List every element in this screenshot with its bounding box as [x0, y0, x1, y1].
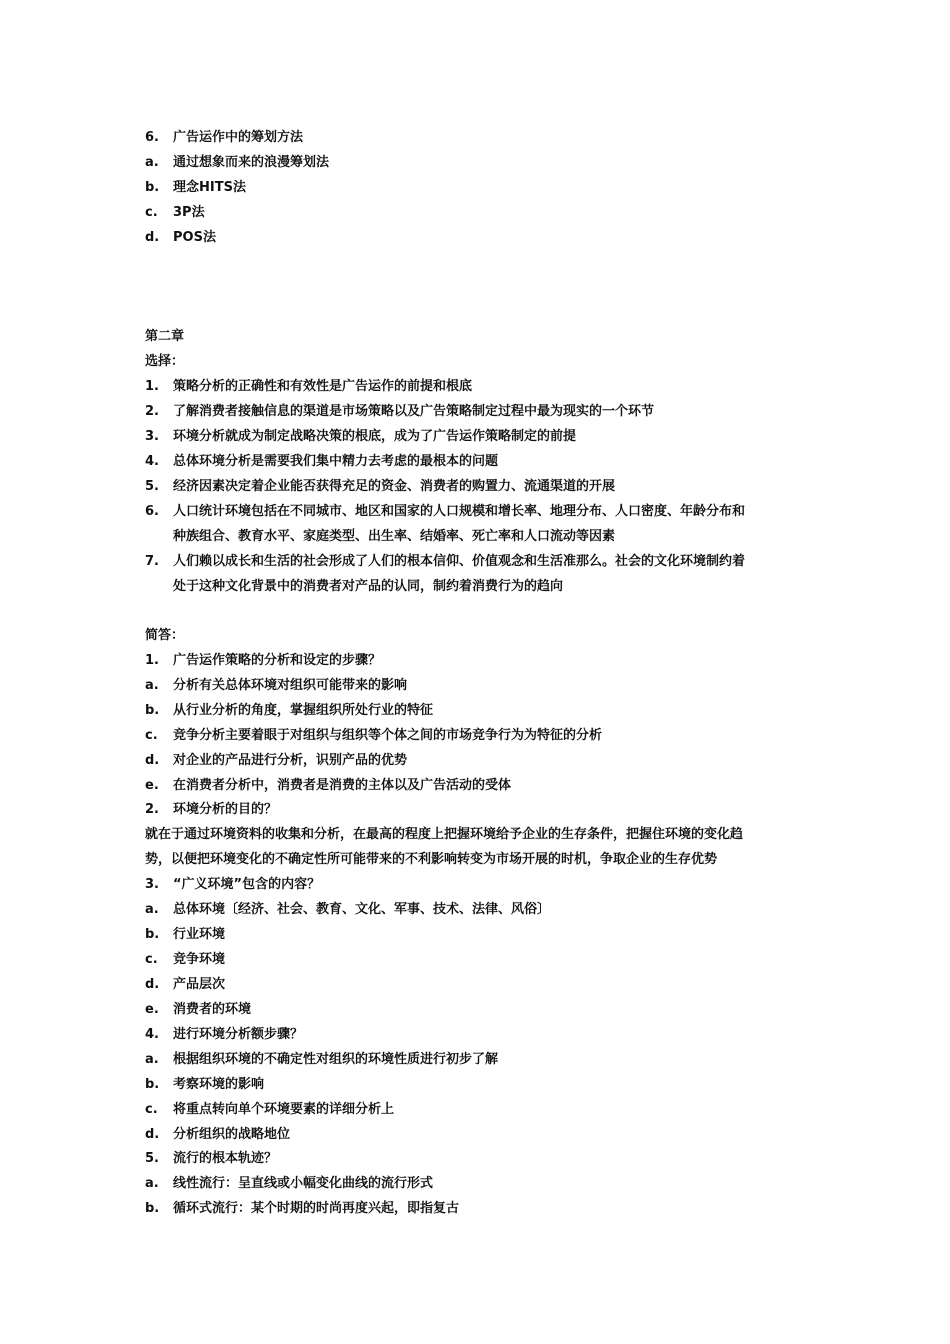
- item-text: 经济因素决定着企业能否获得充足的资金、消费者的购置力、流通渠道的开展: [173, 479, 616, 494]
- item-text: 广告运作策略的分析和设定的步骤？: [173, 653, 382, 668]
- item-text: 流行的根本轨迹？: [173, 1151, 278, 1166]
- item-marker: d.: [145, 230, 160, 245]
- item-text: 了解消费者接触信息的渠道是市场策略以及广告策略制定过程中最为现实的一个环节: [173, 404, 655, 419]
- item-marker: c.: [145, 1102, 158, 1117]
- item-marker: 4.: [145, 454, 159, 469]
- item-text: 将重点转向单个环境要素的详细分析上: [173, 1102, 395, 1117]
- item-marker: a.: [145, 155, 159, 170]
- item-text: 产品层次: [173, 977, 226, 992]
- item-marker: a.: [145, 1176, 159, 1191]
- item-text: 竞争环境: [173, 952, 226, 967]
- item-text: 根据组织环境的不确定性对组织的环境性质进行初步了解: [173, 1052, 499, 1067]
- item-text: 策略分析的正确性和有效性是广告运作的前提和根底: [173, 379, 473, 394]
- item-marker: 4.: [145, 1027, 159, 1042]
- item-text: 广告运作中的筹划方法: [173, 130, 304, 145]
- item-marker: b.: [145, 703, 160, 718]
- item-text: 人们赖以成长和生活的社会形成了人们的根本信仰、价值观念和生活准那么。社会的文化环境制约着: [173, 554, 746, 569]
- item-text: 从行业分析的角度，掌握组织所处行业的特征: [173, 703, 434, 718]
- item-marker: e.: [145, 778, 159, 793]
- item-text: 处于这种文化背景中的消费者对产品的认同，制约着消费行为的趋向: [173, 579, 564, 594]
- item-marker: c.: [145, 952, 158, 967]
- document-page: 6. 广告运作中的筹划方法 a. 通过想象而来的浪漫筹划法 b. 理念HITS法 c. 3P法 d. POS法 第二章 选择： 1. 策略分析的正确性和有效性是广告运作的前提和根底 2. 了解消费者接触信息的渠道是市场策略以及广告策略制定过程中最为现实的一个环节 3. 环境分析就成为制定战略决策的根底，成为了广告运作策略制定的前提 4. 总体环境分析是需要我们集中精力去考虑的最根本的问题 5. 经济因素决定着企业能否获得充足的资金、消费者的购置力、流通渠道的开展 6. 人口统计环境包括在不同城市、地区和国家的人口规模和增长率、地理分布、人口密度、年龄分布和 种族组合、教育水平、家庭类型、出生率、结婚率、死亡率和人口流动等因素 7. 人们赖以成长和生活的社会形成了人们的根本信仰、价值观念和生活准那么。社会的文化环境制约着 处于这种文化背景中的消费者对产品的认同，制约着消费行为的趋向 简答： 1. 广告运作策略的分析和设定的步骤？ a. 分析有关总体环境对组织可能带来的影响 b. 从行业分析的角度，掌握组织所处行业的特征 c. 竞争分析主要着眼于对组织与组织等个体之间的市场竞争行为为特征的分析 d. 对企业的产品进行分析，识别产品的优势 e. 在消费者分析中，消费者是消费的主体以及广告活动的受体 2. 环境分析的目的？ 就在于通过环境资料的收集和分析，在最高的程度上把握环境给予企业的生存条件，把握住环境的变化趋 势，以便把环境变化的不确定性所可能带来的不利影响转变为市场开展的时机，争取企业的生存优势 3. “广义环境”包含的内容？ a. 总体环境〔经济、社会、教育、文化、军事、技术、法律、风俗〕 b. 行业环境 c. 竞争环境 d. 产品层次 e. 消费者的环境 4. 进行环境分析额步骤？ a. 根据组织环境的不确定性对组织的环境性质进行初步了解 b. 考察环境的影响 c. 将重点转向单个环境要素的详细分析上 d. 分析组织的战略地位 5. 流行的根本轨迹？ a. 线性流行：呈直线或小幅变化曲线的流行形式 b. 循环式流行：某个时期的时尚再度兴起，即指复古: [0, 0, 950, 1344]
- item-marker: c.: [145, 728, 158, 743]
- item-marker: 1.: [145, 379, 159, 394]
- item-text: 人口统计环境包括在不同城市、地区和国家的人口规模和增长率、地理分布、人口密度、年龄分布和: [173, 504, 746, 519]
- item-marker: b.: [145, 927, 160, 942]
- item-marker: c.: [145, 205, 158, 220]
- item-text: 总体环境〔经济、社会、教育、文化、军事、技术、法律、风俗〕: [173, 902, 551, 917]
- item-text: POS法: [173, 230, 216, 245]
- item-marker: 6.: [145, 130, 159, 145]
- item-text: 理念HITS法: [173, 180, 246, 195]
- item-text: 3P法: [173, 205, 205, 220]
- item-text: 分析组织的战略地位: [173, 1127, 291, 1142]
- item-marker: d.: [145, 753, 160, 768]
- item-text: 竞争分析主要着眼于对组织与组织等个体之间的市场竞争行为为特征的分析: [173, 728, 603, 743]
- item-text: 分析有关总体环境对组织可能带来的影响: [173, 678, 408, 693]
- item-text: 种族组合、教育水平、家庭类型、出生率、结婚率、死亡率和人口流动等因素: [173, 529, 616, 544]
- item-text: 消费者的环境: [173, 1002, 252, 1017]
- item-marker: 2.: [145, 802, 159, 817]
- item-text: 考察环境的影响: [173, 1077, 265, 1092]
- item-marker: 5.: [145, 479, 159, 494]
- item-marker: 3.: [145, 877, 159, 892]
- item-text: 循环式流行：某个时期的时尚再度兴起，即指复古: [173, 1201, 460, 1216]
- item-marker: b.: [145, 1077, 160, 1092]
- item-marker: e.: [145, 1002, 159, 1017]
- item-marker: b.: [145, 180, 160, 195]
- item-text: 通过想象而来的浪漫筹划法: [173, 155, 330, 170]
- item-marker: 3.: [145, 429, 159, 444]
- item-text: 在消费者分析中，消费者是消费的主体以及广告活动的受体: [173, 778, 512, 793]
- item-text: 行业环境: [173, 927, 226, 942]
- item-marker: a.: [145, 1052, 159, 1067]
- item-text: 对企业的产品进行分析，识别产品的优势: [173, 753, 408, 768]
- item-text: 环境分析就成为制定战略决策的根底，成为了广告运作策略制定的前提: [173, 429, 577, 444]
- item-text: “广义环境”包含的内容？: [173, 877, 321, 892]
- item-text: 线性流行：呈直线或小幅变化曲线的流行形式: [173, 1176, 434, 1191]
- item-text: 环境分析的目的？: [173, 802, 278, 817]
- item-marker: 6.: [145, 504, 159, 519]
- item-marker: a.: [145, 678, 159, 693]
- item-marker: d.: [145, 1127, 160, 1142]
- item-marker: a.: [145, 902, 159, 917]
- item-text: 进行环境分析额步骤？: [173, 1027, 304, 1042]
- item-marker: 2.: [145, 404, 159, 419]
- item-marker: 7.: [145, 554, 159, 569]
- item-marker: b.: [145, 1201, 160, 1216]
- item-marker: d.: [145, 977, 160, 992]
- item-text: 总体环境分析是需要我们集中精力去考虑的最根本的问题: [173, 454, 499, 469]
- item-marker: 1.: [145, 653, 159, 668]
- item-marker: 5.: [145, 1151, 159, 1166]
